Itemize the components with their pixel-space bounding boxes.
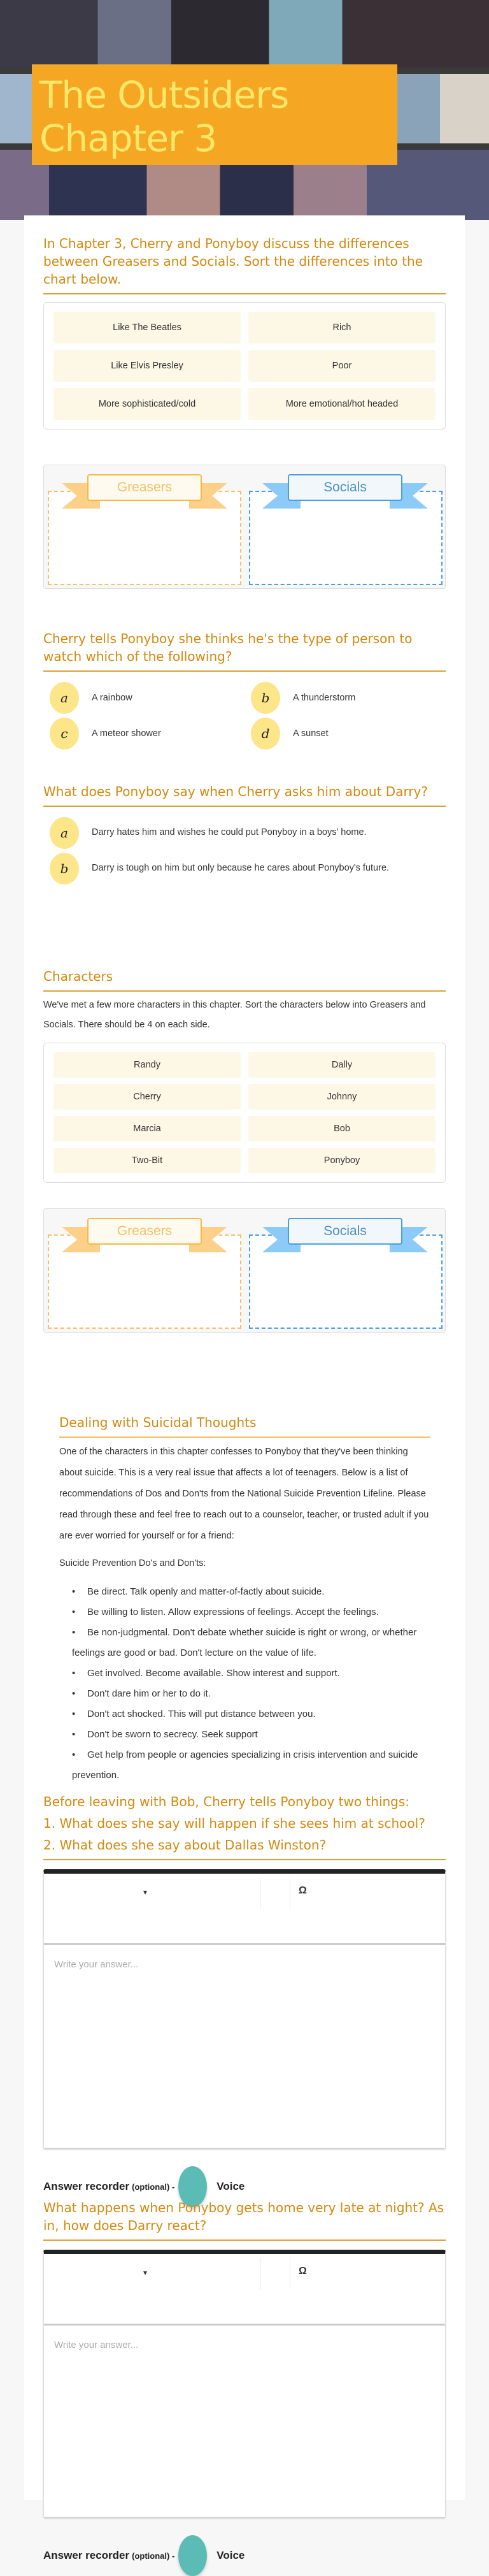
sortable-item[interactable]: Rich — [248, 312, 436, 344]
special-character-icon[interactable]: Ω — [299, 2266, 307, 2276]
socials-label: Socials — [288, 474, 402, 501]
question-title — [43, 1793, 446, 1860]
title-line: Before leaving with Bob, Cherry tells Ponyboy two things: — [43, 1794, 410, 1809]
worksheet-card — [24, 215, 465, 2561]
option-text: Darry is tough on him but only because he cares about Ponyboy's future. — [92, 863, 390, 873]
title-line: 1. What does she say will happen if she sees him at school? — [43, 1816, 425, 1831]
character-item[interactable]: Cherry — [53, 1084, 241, 1110]
greasers-label: Greasers — [87, 1218, 202, 1245]
intro-text: One of the characters in this chapter confesses to Ponyboy that they've been thinking about suicide. This is a very real issue that affects a lot of teenagers. Below is a list of recommendations of Dos and Don'ts from the National Suicide Prevention Lifeline. Please read through these and feel free to reach out to a counselor, teacher, or trusted adult if you are ever worried for yourself or for a friend: — [59, 1447, 429, 1541]
list-item: • Be willing to listen. Allow expressions of feelings. Accept the feelings. — [72, 1602, 430, 1623]
character-item[interactable]: Bob — [248, 1116, 436, 1141]
character-item[interactable]: Two-Bit — [53, 1148, 241, 1173]
page-title — [39, 73, 390, 160]
sortable-items — [43, 302, 446, 430]
list-item: • Be non-judgmental. Don't debate whether suicide is right or wrong, or whether feelings are good or bad. Don't lecture on the value of life. — [72, 1623, 430, 1663]
format-dropdown-icon[interactable]: ▾ — [143, 1888, 148, 1897]
greasers-label: Greasers — [87, 474, 202, 501]
list-item: • Be direct. Talk openly and matter-of-factly about suicide. — [72, 1582, 430, 1602]
suicide-info-section — [59, 1414, 430, 1786]
list-item: • Don't be sworn to secrecy. Seek support — [72, 1725, 430, 1745]
answer-editor — [43, 1869, 446, 2148]
recorder-optional: (optional) - — [132, 2551, 175, 2561]
answer-option[interactable] — [251, 718, 446, 749]
list-item: • Get help from people or agencies specializing in crisis intervention and suicide prevention. — [72, 1745, 430, 1786]
sort-target-area — [43, 465, 446, 589]
option-text: A thunderstorm — [293, 693, 356, 703]
sortable-item[interactable]: More sophisticated/cold — [53, 388, 241, 420]
sortable-item[interactable]: Poor — [248, 350, 436, 382]
sortable-item[interactable]: Like Elvis Presley — [53, 350, 241, 382]
voice-label: Voice — [216, 2180, 245, 2192]
title-line: Chapter 3 — [39, 117, 217, 160]
character-item[interactable]: Randy — [53, 1052, 241, 1078]
option-letter-badge: b — [251, 682, 280, 714]
answer-option[interactable] — [50, 817, 446, 849]
answer-input[interactable] — [44, 2326, 445, 2517]
socials-label: Socials — [288, 1218, 402, 1245]
answer-options — [43, 682, 446, 749]
question-cherry-watch — [43, 630, 446, 749]
voice-record-button[interactable] — [178, 2535, 207, 2576]
characters-section — [43, 967, 446, 1333]
character-item[interactable]: Dally — [248, 1052, 436, 1078]
socials-ribbon — [262, 1218, 428, 1256]
option-letter-badge: b — [50, 853, 79, 885]
question-darry-react — [43, 2199, 446, 2576]
format-dropdown-icon[interactable]: ▾ — [143, 2268, 148, 2277]
page-title-box — [32, 64, 397, 165]
answer-editor — [43, 2250, 446, 2517]
question-sort-differences — [43, 235, 446, 589]
option-letter-badge: c — [50, 718, 79, 749]
greasers-ribbon — [62, 474, 227, 512]
sortable-items — [43, 1043, 446, 1183]
character-item[interactable]: Johnny — [248, 1084, 436, 1110]
option-letter-badge: a — [50, 817, 79, 849]
sortable-item[interactable]: Like The Beatles — [53, 312, 241, 344]
socials-ribbon — [262, 474, 428, 512]
question-title: What happens when Ponyboy gets home very late at night? As in, how does Darry react? — [43, 2199, 446, 2241]
editor-toolbar — [44, 2254, 445, 2326]
voice-label: Voice — [216, 2549, 245, 2561]
option-text: A sunset — [293, 728, 329, 739]
recorder-optional: (optional) - — [132, 2182, 175, 2192]
recorder-label: Answer recorder — [43, 2549, 130, 2561]
answer-options — [43, 817, 446, 885]
answer-recorder — [43, 2535, 446, 2576]
greasers-ribbon — [62, 1218, 227, 1256]
option-letter-badge: a — [50, 682, 79, 714]
title-line: The Outsiders — [39, 73, 289, 117]
question-darry — [43, 783, 446, 885]
list-title: Suicide Prevention Do's and Don'ts: — [59, 1558, 206, 1568]
dos-donts-list — [72, 1582, 430, 1786]
option-text: A rainbow — [92, 693, 132, 703]
character-item[interactable]: Ponyboy — [248, 1148, 436, 1173]
answer-input[interactable] — [44, 1945, 445, 2148]
option-text: A meteor shower — [92, 728, 161, 739]
section-description: We've met a few more characters in this chapter. Sort the characters below into Greasers and Socials. There should be 4 on each side. — [43, 1000, 426, 1030]
recorder-label: Answer recorder — [43, 2180, 130, 2192]
title-line: 2. What does she say about Dallas Winston? — [43, 1837, 327, 1853]
question-title: What does Ponyboy say when Cherry asks him about Darry? — [43, 783, 446, 807]
editor-toolbar — [44, 1874, 445, 1945]
section-title: Dealing with Suicidal Thoughts — [59, 1414, 430, 1438]
sortable-item[interactable]: More emotional/hot headed — [248, 388, 436, 420]
special-character-icon[interactable]: Ω — [299, 1885, 307, 1896]
header-banner-image — [0, 0, 489, 220]
list-item: • Don't act shocked. This will put distance between you. — [72, 1704, 430, 1725]
question-cherry-bob — [43, 1793, 446, 2207]
list-item: • Get involved. Become available. Show interest and support. — [72, 1663, 430, 1684]
answer-option[interactable] — [251, 682, 446, 714]
answer-option[interactable] — [50, 718, 244, 749]
list-item: • Don't dare him or her to do it. — [72, 1684, 430, 1704]
option-letter-badge: d — [251, 718, 280, 749]
answer-option[interactable] — [50, 853, 446, 885]
section-title: Characters — [43, 967, 446, 992]
option-text: Darry hates him and wishes he could put Ponyboy in a boys' home. — [92, 827, 367, 837]
sort-target-area — [43, 1208, 446, 1333]
answer-option[interactable] — [50, 682, 244, 714]
question-title: Cherry tells Ponyboy she thinks he's the type of person to watch which of the following? — [43, 630, 446, 672]
question-title: In Chapter 3, Cherry and Ponyboy discuss the differences between Greasers and Socials. Sort the differences into the chart below. — [43, 235, 446, 294]
character-item[interactable]: Marcia — [53, 1116, 241, 1141]
